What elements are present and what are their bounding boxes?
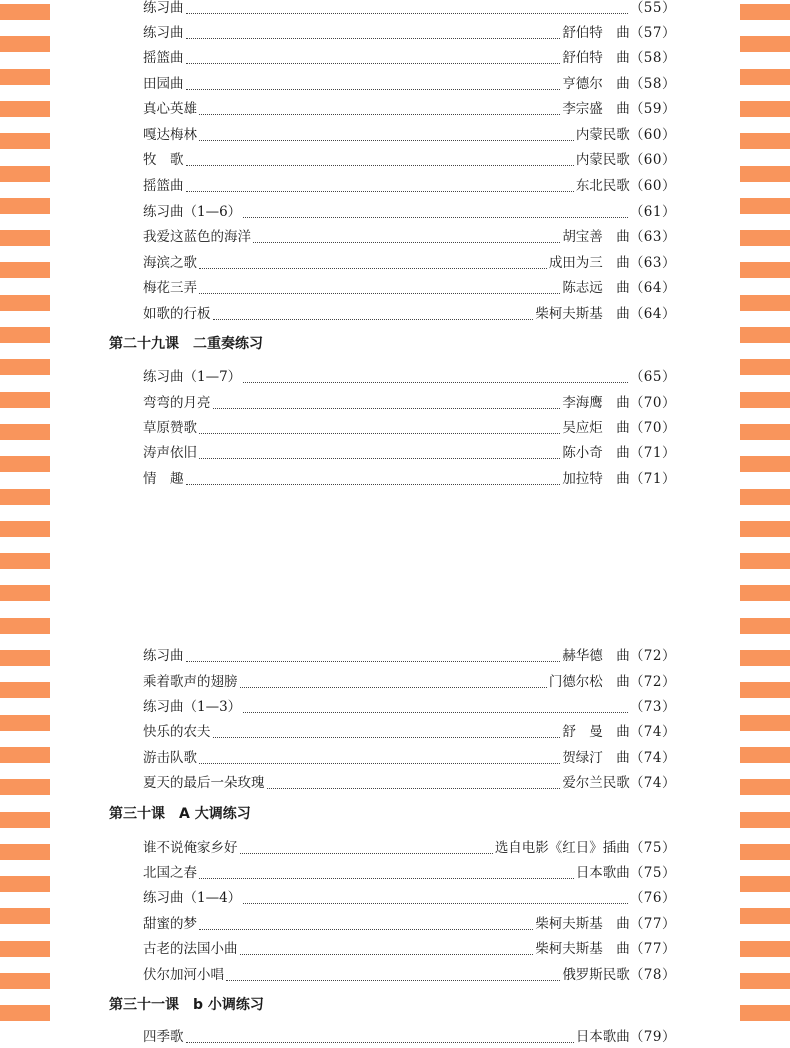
entry-title: 练习曲（1—6） (143, 204, 242, 220)
entry-page-number: （60） (629, 127, 676, 143)
stripe-bar (0, 69, 50, 85)
dot-leader (243, 381, 628, 383)
entry-title: 田园曲 (143, 76, 184, 92)
entry-title: 夏天的最后一朵玫瑰 (143, 775, 265, 791)
toc-entry (143, 645, 676, 667)
toc-entry (143, 772, 676, 794)
toc-entry (143, 277, 676, 299)
toc-entry (143, 671, 676, 693)
stripe-bar (0, 553, 50, 569)
entry-page-number: （74） (629, 750, 676, 766)
entry-page-number: （58） (629, 76, 676, 92)
entry-composer: 李宗盛 曲 (562, 101, 630, 117)
toc-entry (143, 303, 676, 325)
entry-title: 练习曲 (143, 0, 184, 16)
stripe-bar (0, 4, 50, 20)
entry-title: 如歌的行板 (143, 306, 211, 322)
toc-entry (143, 887, 676, 909)
entry-page-number: （70） (629, 395, 676, 411)
stripe-bar (0, 618, 50, 634)
toc-entry (143, 721, 676, 743)
stripe-bar (0, 295, 50, 311)
dot-leader (186, 483, 561, 485)
toc-entry (143, 98, 676, 120)
stripe-bar (740, 941, 790, 957)
entry-title: 古老的法国小曲 (143, 941, 238, 957)
stripe-bar (0, 392, 50, 408)
toc-entry (143, 73, 676, 95)
stripe-bar (0, 489, 50, 505)
stripe-bar (0, 650, 50, 666)
dot-leader (199, 139, 574, 141)
entry-page-number: （65） (629, 369, 676, 385)
toc-entry (143, 22, 676, 44)
entry-composer: 舒伯特 曲 (562, 25, 630, 41)
dot-leader (199, 762, 560, 764)
entry-title: 草原赞歌 (143, 420, 197, 436)
stripe-bar (740, 198, 790, 214)
stripe-bar (0, 327, 50, 343)
stripe-bar (0, 844, 50, 860)
entry-page-number: （71） (629, 445, 676, 461)
dot-leader (267, 787, 561, 789)
entry-page-number: （71） (629, 471, 676, 487)
entry-page-number: （75） (629, 865, 676, 881)
entry-title: 梅花三弄 (143, 280, 197, 296)
entry-title: 游击队歌 (143, 750, 197, 766)
entry-composer: 李海鹰 曲 (562, 395, 630, 411)
entry-page-number: （59） (629, 101, 676, 117)
entry-title: 摇篮曲 (143, 50, 184, 66)
entry-composer: 日本歌曲 (575, 865, 630, 881)
entry-composer: 日本歌曲 (575, 1029, 630, 1045)
toc-entry (143, 47, 676, 69)
lesson-heading: 第三十课 A 大调练习 (109, 806, 251, 822)
entry-title: 弯弯的月亮 (143, 395, 211, 411)
dot-leader (243, 711, 628, 713)
entry-title: 嘎达梅林 (143, 127, 197, 143)
dot-leader (186, 62, 561, 64)
entry-composer: 舒伯特 曲 (562, 50, 630, 66)
stripe-bar (740, 521, 790, 537)
toc-entry (143, 964, 676, 986)
dot-leader (199, 877, 574, 879)
stripe-bar (740, 295, 790, 311)
dot-leader (199, 928, 533, 930)
dot-leader (199, 432, 560, 434)
entry-page-number: （64） (629, 306, 676, 322)
entry-title: 练习曲（1—4） (143, 890, 242, 906)
dot-leader (186, 660, 561, 662)
entry-page-number: （63） (629, 229, 676, 245)
toc-entry (143, 747, 676, 769)
entry-page-number: （72） (629, 674, 676, 690)
entry-composer: 柴柯夫斯基 曲 (535, 306, 630, 322)
entry-title: 谁不说俺家乡好 (143, 840, 238, 856)
stripe-bar (0, 230, 50, 246)
entry-title: 我爱这蓝色的海洋 (143, 229, 251, 245)
entry-page-number: （74） (629, 775, 676, 791)
entry-composer: 赫华德 曲 (562, 648, 630, 664)
stripe-bar (740, 844, 790, 860)
stripe-bar (740, 133, 790, 149)
stripe-bar (740, 262, 790, 278)
entry-composer: 陈小奇 曲 (562, 445, 630, 461)
dot-leader (240, 686, 547, 688)
stripe-bar (740, 876, 790, 892)
dot-leader (199, 267, 547, 269)
stripe-bar (0, 747, 50, 763)
entry-page-number: （64） (629, 280, 676, 296)
stripe-bar (740, 779, 790, 795)
dot-leader (243, 216, 628, 218)
entry-composer: 亨德尔 曲 (562, 76, 630, 92)
entry-composer: 选自电影《红日》插曲 (494, 840, 630, 856)
entry-title: 摇篮曲 (143, 178, 184, 194)
entry-composer: 俄罗斯民歌 (562, 967, 630, 983)
stripe-bar (0, 262, 50, 278)
stripe-bar (740, 327, 790, 343)
dot-leader (240, 852, 493, 854)
dot-leader (186, 12, 628, 14)
lesson-heading: 第三十一课 b 小调练习 (109, 997, 264, 1013)
entry-composer: 贺绿汀 曲 (562, 750, 630, 766)
stripe-bar (740, 650, 790, 666)
stripe-bar (740, 715, 790, 731)
entry-page-number: （73） (629, 699, 676, 715)
entry-composer: 加拉特 曲 (562, 471, 630, 487)
entry-title: 涛声依旧 (143, 445, 197, 461)
entry-page-number: （70） (629, 420, 676, 436)
dot-leader (186, 164, 574, 166)
stripe-bar (740, 682, 790, 698)
entry-page-number: （72） (629, 648, 676, 664)
entry-page-number: （74） (629, 724, 676, 740)
entry-page-number: （78） (629, 967, 676, 983)
dot-leader (186, 37, 561, 39)
toc-entry (143, 366, 676, 388)
stripe-bar (0, 779, 50, 795)
entry-page-number: （58） (629, 50, 676, 66)
stripe-bar (740, 1005, 790, 1021)
stripe-bar (740, 359, 790, 375)
stripe-bar (0, 166, 50, 182)
toc-entry (143, 201, 676, 223)
entry-title: 乘着歌声的翅膀 (143, 674, 238, 690)
stripe-bar (740, 230, 790, 246)
toc-entry (143, 226, 676, 248)
toc-entry (143, 696, 676, 718)
entry-title: 练习曲 (143, 25, 184, 41)
toc-entry (143, 417, 676, 439)
stripe-bar (0, 521, 50, 537)
dot-leader (240, 953, 534, 955)
entry-composer: 陈志远 曲 (562, 280, 630, 296)
stripe-bar (0, 908, 50, 924)
stripe-bar (0, 876, 50, 892)
entry-composer: 胡宝善 曲 (562, 229, 630, 245)
stripe-bar (0, 682, 50, 698)
stripe-bar (740, 456, 790, 472)
entry-composer: 吴应炬 曲 (562, 420, 630, 436)
entry-page-number: （55） (629, 0, 676, 16)
stripe-bar (740, 553, 790, 569)
entry-title: 海滨之歌 (143, 255, 197, 271)
entry-page-number: （57） (629, 25, 676, 41)
entry-composer: 成田为三 曲 (548, 255, 630, 271)
stripe-bar (740, 101, 790, 117)
stripe-bar (740, 812, 790, 828)
stripe-bar (740, 392, 790, 408)
dot-leader (186, 88, 561, 90)
entry-page-number: （77） (629, 941, 676, 957)
dot-leader (226, 979, 560, 981)
dot-leader (213, 736, 561, 738)
entry-page-number: （61） (629, 204, 676, 220)
toc-entry (143, 392, 676, 414)
stripe-bar (740, 747, 790, 763)
dot-leader (186, 1041, 574, 1043)
stripe-bar (740, 585, 790, 601)
entry-page-number: （63） (629, 255, 676, 271)
entry-page-number: （60） (629, 152, 676, 168)
entry-page-number: （60） (629, 178, 676, 194)
stripe-bar (0, 941, 50, 957)
dot-leader (199, 113, 560, 115)
toc-entry (143, 1026, 676, 1048)
stripe-bar (0, 198, 50, 214)
stripe-bar (740, 69, 790, 85)
entry-page-number: （79） (629, 1029, 676, 1045)
lesson-heading: 第二十九课 二重奏练习 (109, 336, 263, 352)
entry-composer: 内蒙民歌 (575, 152, 630, 168)
stripe-bar (0, 424, 50, 440)
toc-entry (143, 938, 676, 960)
dot-leader (199, 292, 560, 294)
toc-entry (143, 913, 676, 935)
toc-entry (143, 175, 676, 197)
stripe-bar (0, 715, 50, 731)
stripe-bar (740, 489, 790, 505)
entry-title: 牧 歌 (143, 152, 184, 168)
dot-leader (243, 902, 628, 904)
dot-leader (199, 457, 560, 459)
entry-page-number: （77） (629, 916, 676, 932)
stripe-bar (0, 1005, 50, 1021)
stripe-bar (0, 359, 50, 375)
entry-title: 练习曲（1—7） (143, 369, 242, 385)
entry-composer: 柴柯夫斯基 曲 (535, 941, 630, 957)
entry-composer: 舒 曼 曲 (562, 724, 630, 740)
dot-leader (253, 241, 560, 243)
entry-title: 真心英雄 (143, 101, 197, 117)
stripe-bar (0, 133, 50, 149)
dot-leader (213, 407, 561, 409)
stripe-bar (740, 166, 790, 182)
entry-composer: 内蒙民歌 (575, 127, 630, 143)
dot-leader (213, 318, 534, 320)
stripe-bar (740, 424, 790, 440)
entry-title: 甜蜜的梦 (143, 916, 197, 932)
stripe-bar (0, 585, 50, 601)
stripe-bar (740, 973, 790, 989)
stripe-bar (740, 908, 790, 924)
stripe-bar (0, 812, 50, 828)
stripe-bar (740, 4, 790, 20)
entry-page-number: （76） (629, 890, 676, 906)
toc-entry (143, 468, 676, 490)
stripe-bar (0, 456, 50, 472)
stripe-bar (0, 101, 50, 117)
entry-composer: 门德尔松 曲 (548, 674, 630, 690)
entry-title: 四季歌 (143, 1029, 184, 1045)
entry-composer: 柴柯夫斯基 曲 (535, 916, 630, 932)
toc-entry (143, 252, 676, 274)
entry-title: 练习曲（1—3） (143, 699, 242, 715)
toc-entry (143, 124, 676, 146)
stripe-bar (0, 973, 50, 989)
toc-entry (143, 837, 676, 859)
entry-composer: 爱尔兰民歌 (562, 775, 630, 791)
toc-entry (143, 149, 676, 171)
entry-composer: 东北民歌 (575, 178, 630, 194)
entry-title: 情 趣 (143, 471, 184, 487)
toc-entry (143, 0, 676, 19)
stripe-bar (0, 36, 50, 52)
entry-title: 伏尔加河小唱 (143, 967, 224, 983)
entry-title: 快乐的农夫 (143, 724, 211, 740)
stripe-bar (740, 36, 790, 52)
left-stripe-border (0, 0, 50, 1036)
entry-title: 北国之春 (143, 865, 197, 881)
stripe-bar (740, 618, 790, 634)
toc-entry (143, 862, 676, 884)
dot-leader (186, 190, 574, 192)
entry-title: 练习曲 (143, 648, 184, 664)
toc-entry (143, 442, 676, 464)
right-stripe-border (740, 0, 790, 1036)
entry-page-number: （75） (629, 840, 676, 856)
